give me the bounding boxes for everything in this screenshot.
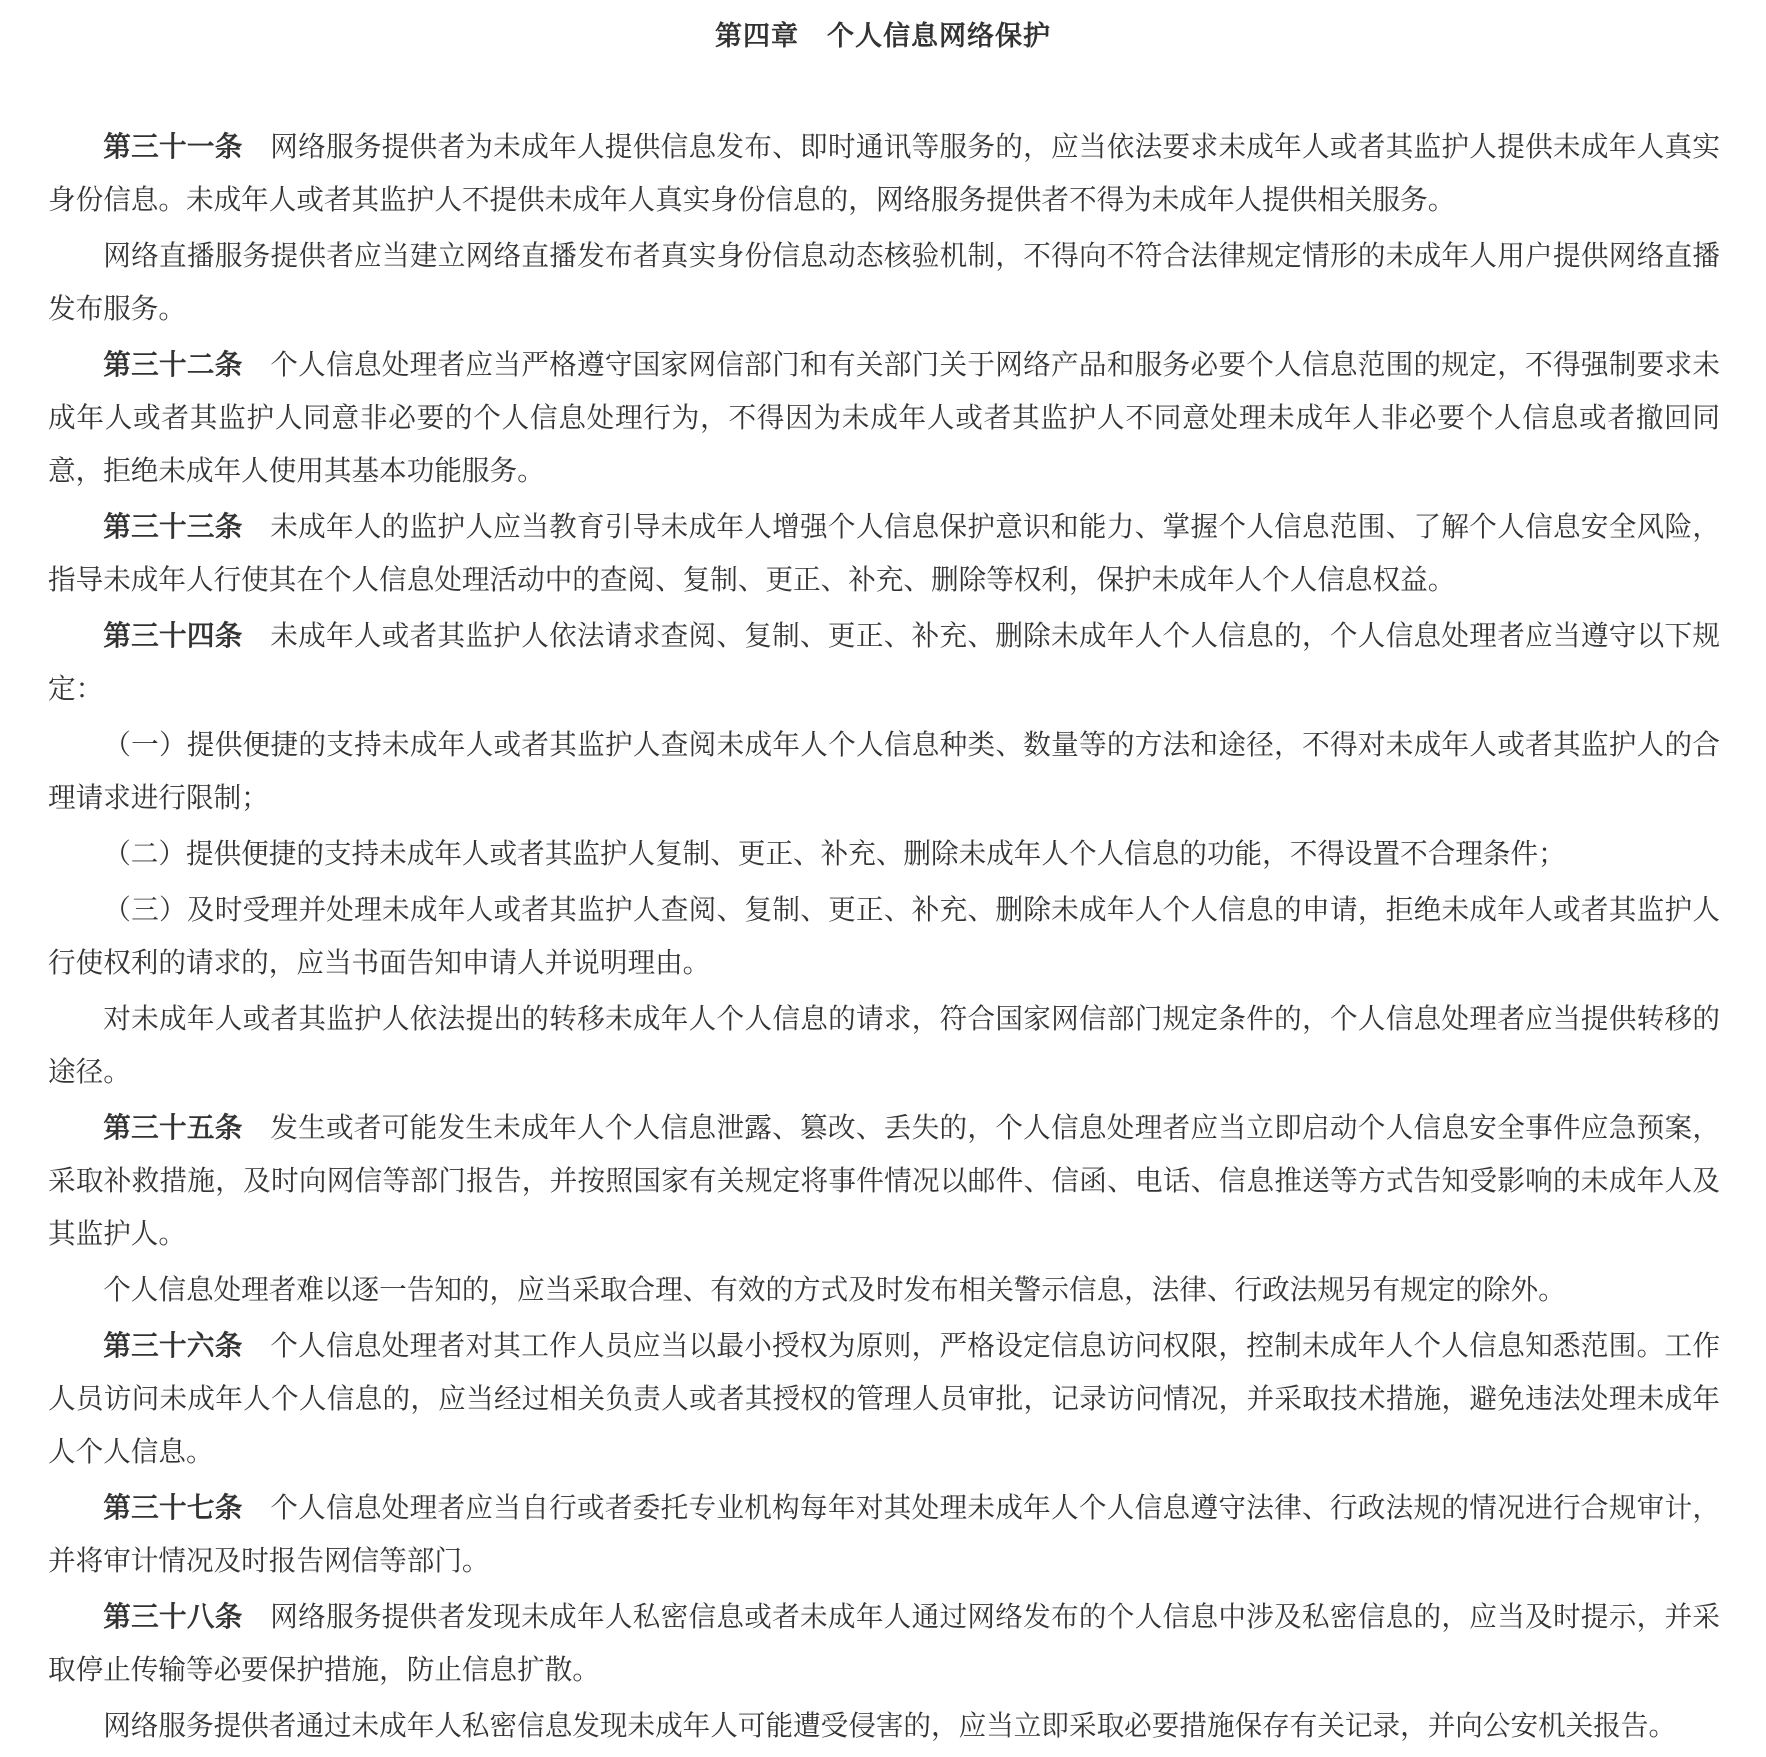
paragraph-text: 个人信息处理者对其工作人员应当以最小授权为原则，严格设定信息访问权限，控制未成年人个人信息知悉范围。工作人员访问未成年人个人信息的，应当经过相关负责人或者其授权的管理人员审批，记录访问情况，并采取技术措施，避免违法处理未成年人个人信息。 bbox=[48, 1329, 1720, 1468]
paragraph-text: 未成年人或者其监护人依法请求查阅、复制、更正、补充、删除未成年人个人信息的，个人信息处理者应当遵守以下规定： bbox=[48, 619, 1720, 705]
document-body bbox=[48, 120, 1720, 1755]
paragraph bbox=[48, 229, 1720, 335]
article-paragraph bbox=[48, 1590, 1720, 1696]
paragraph-text: 未成年人的监护人应当教育引导未成年人增强个人信息保护意识和能力、掌握个人信息范围、了解个人信息安全风险，指导未成年人行使其在个人信息处理活动中的查阅、复制、更正、补充、删除等权利，保护未成年人个人信息权益。 bbox=[48, 510, 1720, 596]
article-number: 第三十二条 bbox=[103, 348, 243, 381]
paragraph bbox=[48, 1699, 1720, 1752]
article-paragraph bbox=[48, 338, 1720, 497]
article-number: 第三十七条 bbox=[103, 1491, 243, 1524]
article-number: 第三十六条 bbox=[103, 1329, 243, 1362]
paragraph-text: 发生或者可能发生未成年人个人信息泄露、篡改、丢失的，个人信息处理者应当立即启动个人信息安全事件应急预案，采取补救措施，及时向网信等部门报告，并按照国家有关规定将事件情况以邮件、信函、电话、信息推送等方式告知受影响的未成年人及其监护人。 bbox=[48, 1111, 1720, 1250]
paragraph-text: 对未成年人或者其监护人依法提出的转移未成年人个人信息的请求，符合国家网信部门规定条件的，个人信息处理者应当提供转移的途径。 bbox=[48, 1002, 1720, 1088]
article-number: 第三十三条 bbox=[103, 510, 243, 543]
paragraph bbox=[48, 827, 1720, 880]
article-number: 第三十五条 bbox=[103, 1111, 243, 1144]
paragraph bbox=[48, 1263, 1720, 1316]
article-paragraph bbox=[48, 500, 1720, 606]
chapter-title: 第四章 个人信息网络保护 bbox=[715, 21, 1051, 52]
paragraph bbox=[48, 992, 1720, 1098]
article-paragraph bbox=[48, 1101, 1720, 1260]
paragraph-text: （一）提供便捷的支持未成年人或者其监护人查阅未成年人个人信息种类、数量等的方法和途径，不得对未成年人或者其监护人的合理请求进行限制； bbox=[48, 728, 1720, 814]
article-number: 第三十一条 bbox=[103, 130, 243, 163]
paragraph-text: （二）提供便捷的支持未成年人或者其监护人复制、更正、补充、删除未成年人个人信息的功能，不得设置不合理条件； bbox=[103, 837, 1566, 870]
article-paragraph bbox=[48, 1481, 1720, 1587]
paragraph-text: （三）及时受理并处理未成年人或者其监护人查阅、复制、更正、补充、删除未成年人个人信息的申请，拒绝未成年人或者其监护人行使权利的请求的，应当书面告知申请人并说明理由。 bbox=[48, 893, 1720, 979]
paragraph-text: 个人信息处理者难以逐一告知的，应当采取合理、有效的方式及时发布相关警示信息，法律、行政法规另有规定的除外。 bbox=[103, 1273, 1566, 1306]
paragraph bbox=[48, 718, 1720, 824]
article-paragraph bbox=[48, 609, 1720, 715]
paragraph-text: 网络服务提供者为未成年人提供信息发布、即时通讯等服务的，应当依法要求未成年人或者其监护人提供未成年人真实身份信息。未成年人或者其监护人不提供未成年人真实身份信息的，网络服务提供者不得为未成年人提供相关服务。 bbox=[48, 130, 1720, 216]
article-paragraph bbox=[48, 1319, 1720, 1478]
article-number: 第三十四条 bbox=[103, 619, 243, 652]
paragraph-text: 网络服务提供者发现未成年人私密信息或者未成年人通过网络发布的个人信息中涉及私密信息的，应当及时提示，并采取停止传输等必要保护措施，防止信息扩散。 bbox=[48, 1600, 1720, 1686]
paragraph-text: 网络直播服务提供者应当建立网络直播发布者真实身份信息动态核验机制，不得向不符合法律规定情形的未成年人用户提供网络直播发布服务。 bbox=[48, 239, 1720, 325]
paragraph-text: 个人信息处理者应当自行或者委托专业机构每年对其处理未成年人个人信息遵守法律、行政法规的情况进行合规审计，并将审计情况及时报告网信等部门。 bbox=[48, 1491, 1720, 1577]
paragraph-text: 网络服务提供者通过未成年人私密信息发现未成年人可能遭受侵害的，应当立即采取必要措施保存有关记录，并向公安机关报告。 bbox=[103, 1709, 1677, 1742]
article-paragraph bbox=[48, 120, 1720, 226]
article-number: 第三十八条 bbox=[103, 1600, 243, 1633]
paragraph-text: 个人信息处理者应当严格遵守国家网信部门和有关部门关于网络产品和服务必要个人信息范围的规定，不得强制要求未成年人或者其监护人同意非必要的个人信息处理行为，不得因为未成年人或者其监护人不同意处理未成年人非必要个人信息或者撤回同意，拒绝未成年人使用其基本功能服务。 bbox=[48, 348, 1720, 487]
paragraph bbox=[48, 883, 1720, 989]
